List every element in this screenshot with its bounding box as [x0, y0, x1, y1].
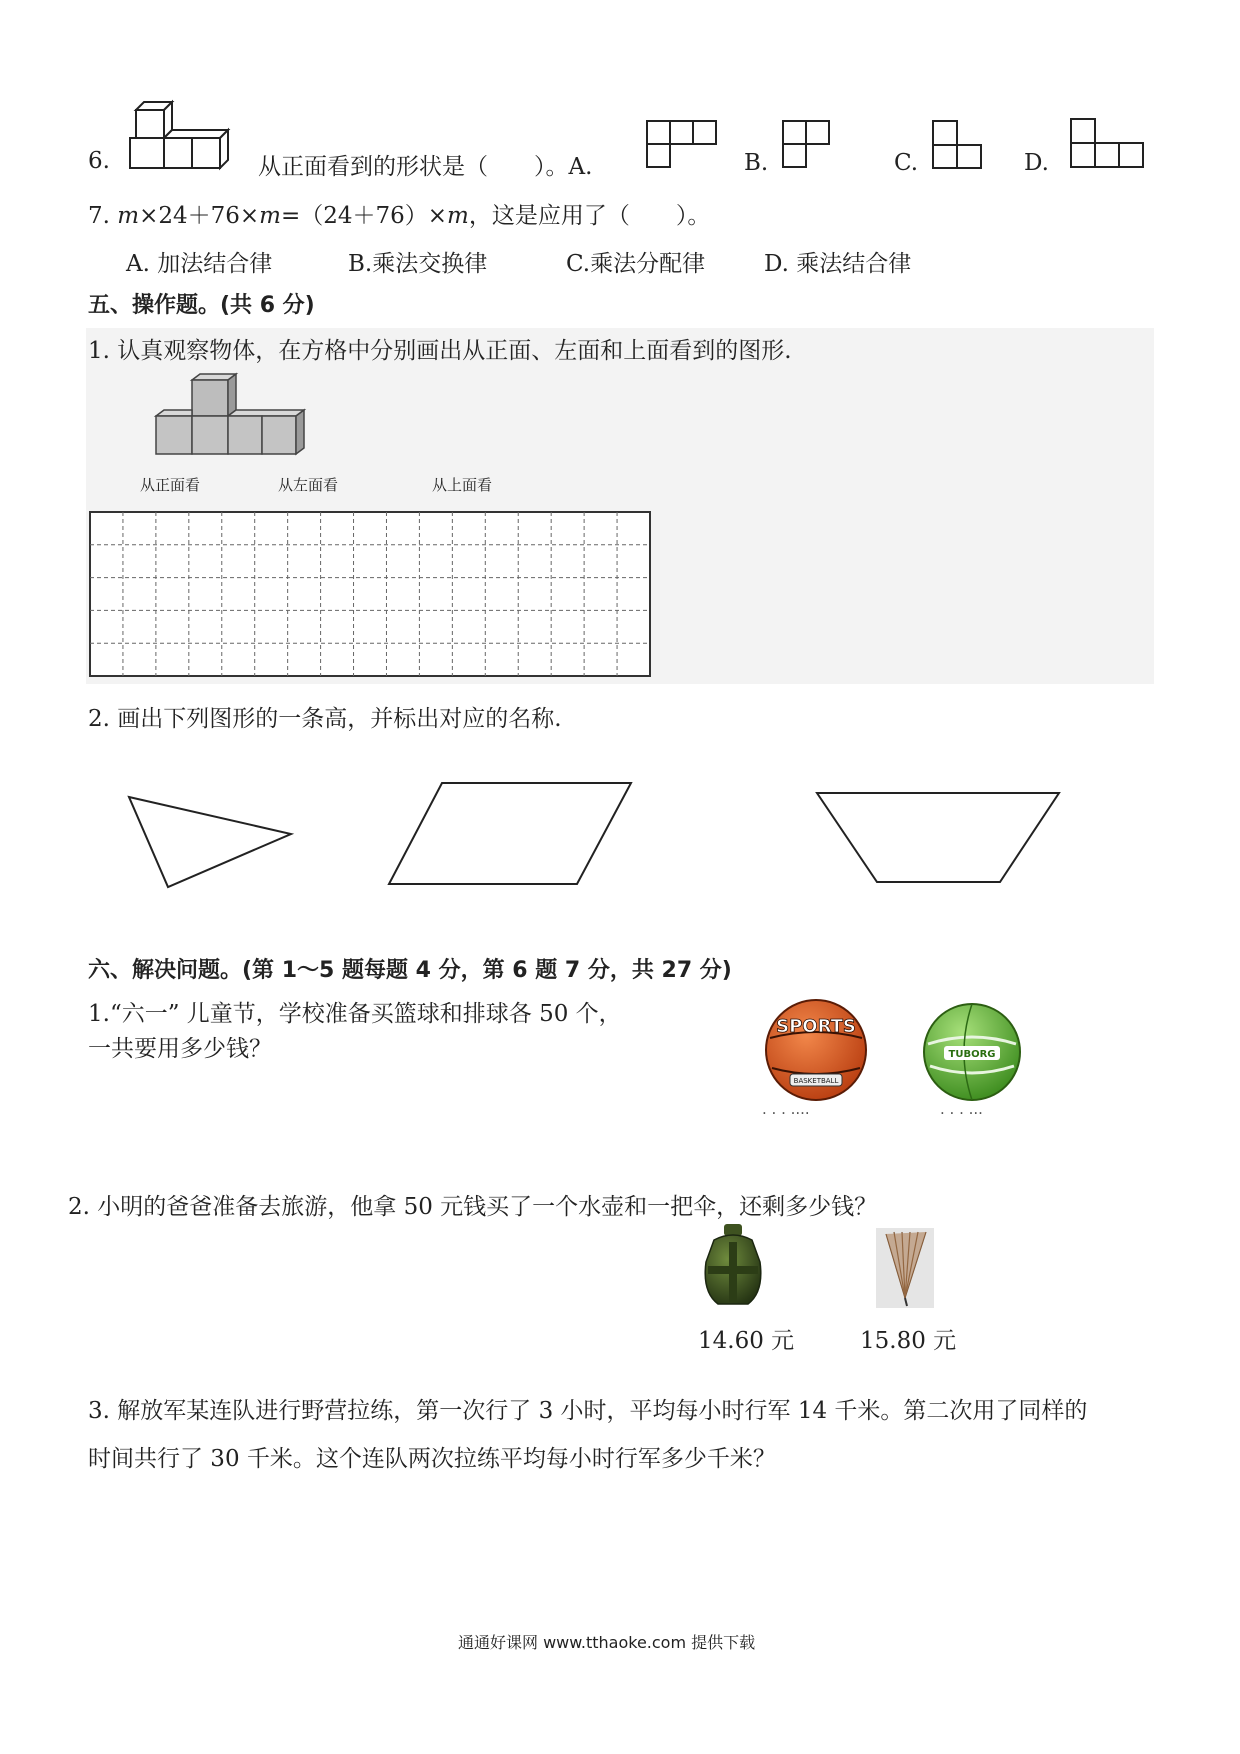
q7-option-b: B.乘法交换律: [348, 251, 488, 277]
q7-var-m1: m: [117, 203, 140, 229]
parallelogram-shape: [386, 780, 636, 888]
q6-option-b-label: B.: [744, 150, 769, 176]
section6-q1-line2: 一共要用多少钱？: [88, 1036, 272, 1062]
section6-q3-line1: 3. 解放军某连队进行野营拉练，第一次行了 3 小时，平均每小时行军 14 千米。第二次用了同样的: [88, 1398, 1088, 1424]
q6-text: 从正面看到的形状是（ ）。A.: [258, 154, 593, 180]
umbrella-image: [876, 1228, 934, 1308]
section6-heading: 六、解决问题。(第 1～5 题每题 4 分，第 6 题 7 分，共 27 分): [88, 958, 732, 983]
basketball-image: [756, 998, 880, 1102]
kettle-image: [698, 1222, 768, 1308]
q7-var-m3: m: [447, 203, 469, 229]
q6-number: 6.: [88, 148, 110, 174]
kettle-price: 14.60 元: [698, 1328, 795, 1354]
q6-option-c-shape: [932, 120, 984, 170]
view-label-front: 从正面看: [140, 476, 201, 494]
umbrella-price: 15.80 元: [860, 1328, 957, 1354]
q7-option-d: D. 乘法结合律: [764, 251, 912, 277]
q7-formula-part2: =（24＋76）×: [280, 203, 448, 229]
q6-option-c-label: C.: [894, 150, 919, 176]
q7-line: [88, 197, 710, 230]
q7-var-m2: m: [259, 203, 281, 229]
basketball-brand: SPORTS: [776, 1016, 856, 1037]
section5-heading: 五、操作题。(共 6 分): [88, 293, 315, 318]
trapezoid-shape: [814, 790, 1064, 886]
section5-q2-text: 2. 画出下列图形的一条高，并标出对应的名称.: [88, 706, 562, 732]
section6-q3-line2: 时间共行了 30 千米。这个连队两次拉练平均每小时行军多少千米？: [88, 1446, 776, 1472]
footer-text[interactable]: 通通好课网 www.tthaoke.com 提供下载: [458, 1633, 756, 1652]
basketball-label: BASKETBALL: [793, 1077, 839, 1085]
q6-option-b-shape: [782, 120, 832, 170]
q6-cube-figure: [128, 100, 228, 172]
q6-option-d-label: D.: [1024, 150, 1049, 176]
q7-option-a: A. 加法结合律: [126, 251, 273, 277]
section6-q1-line1: 1.“六一” 儿童节，学校准备买篮球和排球各 50 个，: [88, 1001, 622, 1027]
view-label-left: 从左面看: [278, 476, 339, 494]
view-label-top: 从上面看: [432, 476, 493, 494]
q7-formula-part1: ×24＋76×: [139, 203, 260, 229]
object-3d-blocks: [154, 374, 308, 460]
drawing-grid[interactable]: [90, 512, 650, 676]
q7-formula-part3: ，这是应用了（ ）。: [468, 203, 711, 229]
triangle-shape: [126, 790, 296, 890]
section5-q1-text: 1. 认真观察物体，在方格中分别画出从正面、左面和上面看到的图形.: [88, 338, 792, 364]
volleyball-brand: TUBORG: [948, 1049, 996, 1060]
volleyball-price-dots: . . . ...: [940, 1100, 983, 1118]
q6-option-d-shape: [1070, 118, 1144, 170]
volleyball-image: [920, 1000, 1024, 1104]
section6-q2-text: 2. 小明的爸爸准备去旅游，他拿 50 元钱买了一个水壶和一把伞，还剩多少钱？: [68, 1194, 878, 1220]
q7-option-c: C.乘法分配律: [566, 251, 706, 277]
q6-option-a-shape: [646, 120, 718, 168]
basketball-price-dots: . . . ....: [762, 1100, 810, 1118]
q7-number: 7.: [88, 203, 110, 229]
